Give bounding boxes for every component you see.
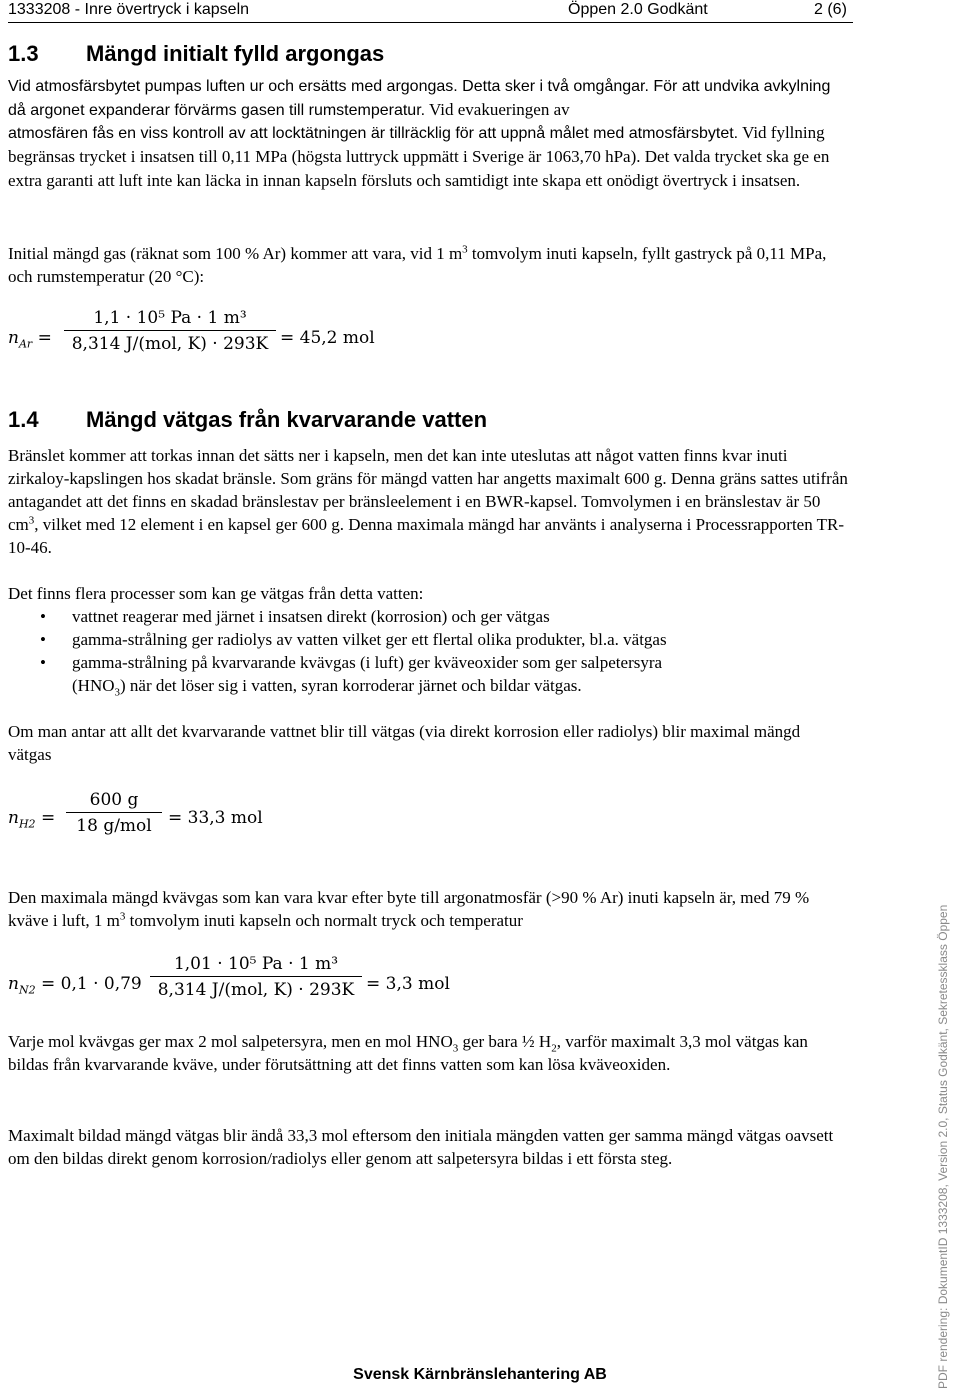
list-item: • gamma-strålning ger radiolys av vatten vilket ger ett flertal olika produkter, bl.a. vätgas <box>40 630 667 649</box>
paragraph-1-4-c: Om man antar att allt det kvarvarande vattnet blir till vätgas (via direkt korrosion eller radiolys) blir maximal mängd vätgas <box>8 722 801 764</box>
section-heading-1-3: 1.3 Mängd initialt fylld argongas <box>8 41 385 66</box>
header-rule <box>8 22 853 23</box>
formula-n-n2: $n_{N2} = 0,1 \cdot 0,79$ 1,01 · 10⁵ Pa · 1 m³ 8,314 J/(mol, K) · 293K = 3,3 mol <box>8 954 450 1000</box>
paragraph-1-3-a: Vid atmosfärsbytet pumpas luften ur och ersätts med argongas. Detta sker i två omgångar. För att undvika avkylning då argonet expanderar förvärms gasen till rumstemperatur. Vid evakueringen av <box>8 78 831 119</box>
header-status: Öppen 2.0 Godkänt <box>568 1 708 18</box>
paragraph-1-4-f: Maximalt bildad mängd vätgas blir ändå 33,3 mol eftersom den initiala mängden vatten ger samma mängd vätgas oavsett om den bildas direkt genom korrosion/radiolys eller genom att salpetersyra bildas i ett första steg. <box>8 1126 834 1168</box>
side-note: PDF rendering: DokumentID 1333208, Version 2.0, Status Godkänt, Sekretessklass Öppen <box>936 904 950 1389</box>
section-heading-1-4: 1.4 Mängd vätgas från kvarvarande vatten <box>8 407 488 432</box>
paragraph-1-3-b: atmosfären fås en viss kontroll av att locktätningen är tillräcklig för att uppnå målet med atmosfärsbytet. Vid fyllning begränsas trycket i insatsen till 0,11 MPa (högsta luttryck uppmätt i Sverige är 1063,70 hPa). Det valda trycket ska ge en extra garanti att luft inte kan läcka in innan kapseln försluts och samtidigt inte skapa ett onödigt övertryck i insatsen. <box>8 123 830 190</box>
formula-n-h2: $n_{H2}$ = 600 g 18 g/mol = 33,3 mol <box>8 790 263 836</box>
process-list <box>8 605 828 697</box>
list-item: • vattnet reagerar med järnet i insatsen direkt (korrosion) och ger vätgas <box>40 607 550 626</box>
footer-company: Svensk Kärnbränslehantering AB <box>353 1366 607 1383</box>
paragraph-1-4-b: Det finns flera processer som kan ge vätgas från detta vatten: <box>8 584 424 603</box>
formula-n-ar: $n_{Ar}$ = 1,1 · 10⁵ Pa · 1 m³ 8,314 J/(mol, K) · 293K = 45,2 mol <box>8 308 375 354</box>
header-page: 2 (6) <box>814 1 847 18</box>
paragraph-1-4-e: Varje mol kvävgas ger max 2 mol salpetersyra, men en mol $HNO_3$ ger bara ½ $H_2$, varför maximalt 3,3 mol vätgas kan bildas från kvarvarande kväve, under förutsättning att det finns vatten som kan lösa kväveoxiden. <box>8 1032 808 1074</box>
list-item: • gamma-strålning på kvarvarande kvävgas (i luft) ger kväveoxider som ger salpetersyra $(HNO_3)$ när det löser sig i vatten, syran korroderar järnet och bildar vätgas. <box>40 653 663 699</box>
paragraph-1-3-c: Initial mängd gas (räknat som 100 % Ar) kommer att vara, vid 1 $m^3$ tomvolym inuti kapseln, fyllt gastryck på 0,11 MPa, och rumstemperatur (20 °C): <box>8 243 827 286</box>
paragraph-1-4-a: Bränslet kommer att torkas innan det sätts ner i kapseln, men det kan inte uteslutas att något vatten finns kvar inuti zirkaloy-kapslingen hos skadat bränsle. Som gräns för mängd vatten har angetts maximalt 600 g. Denna gräns sattes utifrån antagandet att det finns en skadad bränslestav per bränsleelement i en BWR-kapsel. Tomvolymen i en bränslestav är 50 $cm^3$, vilket med 12 element i en kapsel ger 600 g. Denna maximala mängd har använts i analyserna i Processrapporten TR-10-46. <box>8 446 848 557</box>
paragraph-1-4-d: Den maximala mängd kvävgas som kan vara kvar efter byte till argonatmosfär (>90 % Ar) inuti kapseln är, med 79 % kväve i luft, 1 $m^3$ tomvolym inuti kapseln och normalt tryck och temperatur <box>8 888 810 930</box>
header-doc-id: 1333208 - Inre övertryck i kapseln <box>8 1 250 18</box>
